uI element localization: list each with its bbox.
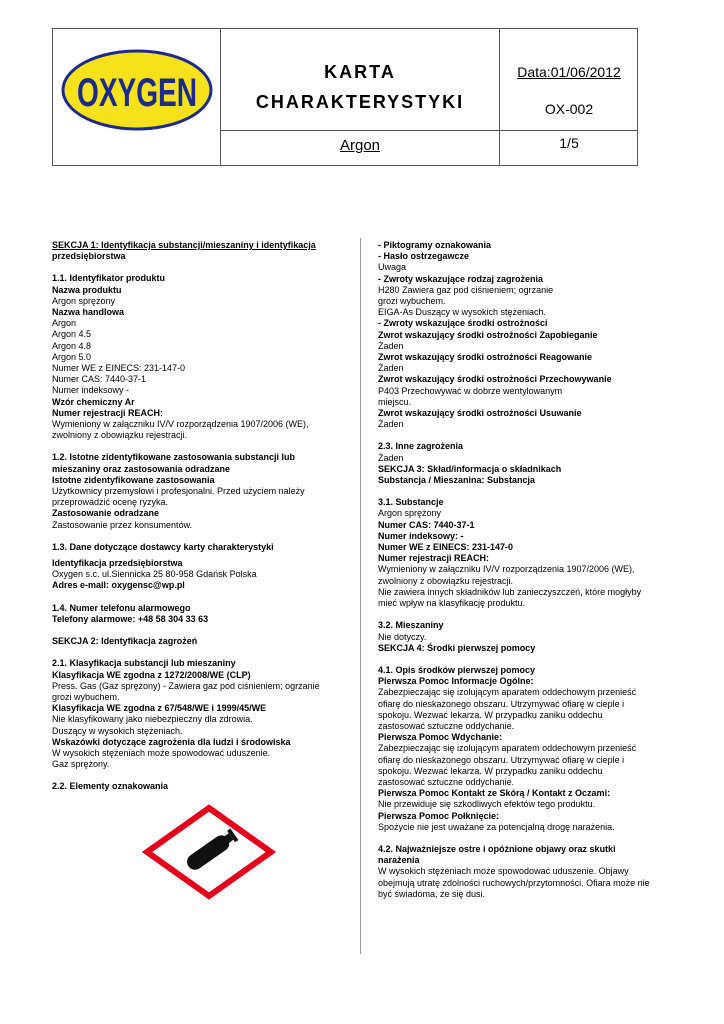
text-line: Nie przewiduje się szkodliwych efektów tego produktu. <box>378 799 596 810</box>
section-heading: Nazwa produktu <box>52 284 122 295</box>
header-divider <box>220 130 637 131</box>
text-line: Argon 4.5 <box>52 329 92 340</box>
section-heading: mieszaniny oraz zastosowania odradzane <box>52 463 231 474</box>
section-heading: Numer rejestracji REACH: <box>378 553 490 564</box>
section-heading: 1.1. Identyfikator produktu <box>52 273 166 284</box>
section-heading: Wzór chemiczny Ar <box>52 396 135 407</box>
section-heading: 3.2. Mieszaniny <box>378 620 444 631</box>
section-heading: Identyfikacja przedsiębiorstwa <box>52 558 183 569</box>
text-line: Uwaga <box>378 262 407 273</box>
text-line: ofiarę do nieskażonego obszaru. Utrzymywać ofiarę w cieple i <box>378 754 625 765</box>
text-line: Żaden <box>378 363 404 374</box>
section-heading: Numer CAS: 7440-37-1 <box>378 519 475 530</box>
spacer <box>378 833 678 844</box>
text-line: Numer CAS: 7440-37-1 <box>52 374 147 385</box>
text-line: spokoju. Wezwać lekarza. W przypadku zaniku oddechu <box>378 765 603 776</box>
text-line: Żaden <box>378 419 404 430</box>
section-heading: przedsiębiorstwa <box>52 251 126 262</box>
text-line: Nie klasyfikowany jako niebezpieczny dla zdrowia. <box>52 714 253 725</box>
product-name: Argon <box>339 137 381 154</box>
text-line: przeprowadzić ocenę ryzyka. <box>52 497 169 508</box>
section-heading: Klasyfikacja WE zgodna z 1272/2008/WE (CLP) <box>52 669 251 680</box>
text-line: mieć wpływ na klasyfikację produktu. <box>378 598 526 609</box>
column-divider <box>360 238 361 954</box>
text-line: Press. Gas (Gaz sprężony) - Zawiera gaz pod ciśnieniem; ogrzanie <box>52 680 320 691</box>
text-line: Gaz sprężony. <box>52 759 110 770</box>
oxygen-logo <box>61 49 213 131</box>
section-heading: Numer rejestracji REACH: <box>52 407 164 418</box>
spacer <box>378 609 678 620</box>
section-heading: narażenia <box>378 855 420 866</box>
text-line: Duszący w wysokich stężeniach. <box>52 725 183 736</box>
text-line: Argon 4.8 <box>52 340 92 351</box>
section-heading: Pierwsza Pomoc Kontakt ze Skórą / Kontakt z Oczami: <box>378 788 611 799</box>
left-column <box>52 240 344 902</box>
section-heading: Numer indeksowy: - <box>378 530 464 541</box>
spacer <box>52 625 344 636</box>
text-line: Argon sprężony <box>52 295 116 306</box>
section-heading: - Zwroty wskazujące rodzaj zagrożenia <box>378 273 544 284</box>
text-line: zwolniony z obowiązku rejestracji. <box>52 430 188 441</box>
logo-text: OXYGEN <box>77 71 197 115</box>
section-heading: 2.3. Inne zagrożenia <box>378 441 464 452</box>
text-line: Numer WE z EINECS: 231-147-0 <box>52 363 186 374</box>
section-heading: Pierwsza Pomoc Informacje Ogólne: <box>378 676 534 687</box>
section-heading: 1.4. Numer telefonu alarmowego <box>52 602 191 613</box>
section-heading: SEKCJA 2: Identyfikacja zagrożeń <box>52 636 198 647</box>
title-line-1: KARTA <box>324 62 396 82</box>
spacer <box>52 531 344 542</box>
document-date: Data:01/06/2012 <box>517 64 621 80</box>
section-heading: Istotne zidentyfikowane zastosowania <box>52 474 215 485</box>
text-line: Argon sprężony <box>378 508 442 519</box>
section-heading: Telefony alarmowe: +48 58 304 33 63 <box>52 613 209 624</box>
document-header <box>52 28 638 166</box>
text-line: Argon <box>52 318 77 329</box>
section-heading: 2.1. Klasyfikacja substancji lub mieszaniny <box>52 658 236 669</box>
text-line: Zabezpieczając się izolującym aparatem oddechowym przenieść <box>378 743 637 754</box>
text-line: Nie zawiera innych składników lub zanieczyszczeń, które mogłyby <box>378 586 642 597</box>
document-code: OX-002 <box>544 101 594 117</box>
text-line: Oxygen s.c. ul.Siennicka 25 80-958 Gdańsk Polska <box>52 569 257 580</box>
section-heading: 4.1. Opis środków pierwszej pomocy <box>378 664 536 675</box>
text-line: zastosować sztuczne oddychanie. <box>378 720 515 731</box>
text-line: ofiarę do nieskażonego obszaru. Utrzymywać ofiarę w cieple i <box>378 698 625 709</box>
text-line: Spożycie nie jest uważane za potencjalną drogę narażenia. <box>378 821 615 832</box>
text-line: Zastosowanie przez konsumentów. <box>52 519 193 530</box>
text-line: Zabezpieczając się izolującym aparatem oddechowym przenieść <box>378 687 637 698</box>
text-line: Nie dotyczy. <box>378 631 427 642</box>
text-line: EIGA-As Duszący w wysokich stężeniach. <box>378 307 547 318</box>
section-heading: Zastosowanie odradzane <box>52 508 160 519</box>
text-line: miejscu. <box>378 396 412 407</box>
text-line: grozi wybuchem. <box>52 691 120 702</box>
section-heading: Wskazówki dotyczące zagrożenia dla ludzi i środowiska <box>52 736 291 747</box>
section-heading: Numer WE z EINECS: 231-147-0 <box>378 542 514 553</box>
text-line: obejmują utratę zdolności ruchowych/przytomności. Ofiara może nie <box>378 877 650 888</box>
text-line: Wymieniony w załączniku IV/V rozporządzenia 1907/2006 (WE), <box>52 419 309 430</box>
section-heading: 1.3. Dane dotyczące dostawcy karty charakterystyki <box>52 541 274 552</box>
section-heading: Pierwsza Pomoc Wdychanie: <box>378 732 503 743</box>
spacer <box>52 262 344 273</box>
text-line: Żaden <box>378 340 404 351</box>
section-heading: - Hasło ostrzegawcze <box>378 251 470 262</box>
text-line: Użytkownicy przemysłowi i profesjonalni. Przed użyciem należy <box>52 486 305 497</box>
text-line: grozi wybuchem. <box>378 296 446 307</box>
section-heading: SEKCJA 4: Środki pierwszej pomocy <box>378 642 536 653</box>
section-heading: 4.2. Najważniejsze ostre i opóźnione objawy oraz skutki <box>378 843 616 854</box>
text-line: spokoju. Wezwać lekarza. W przypadku zaniku oddechu <box>378 709 603 720</box>
section-heading: SEKCJA 3: Skład/informacja o składnikach <box>378 463 562 474</box>
section-heading: 2.2. Elementy oznakowania <box>52 781 169 792</box>
section-heading: Zwrot wskazujący środki ostrożności Usuwanie <box>378 408 582 419</box>
text-line: być świadoma, że się dusi. <box>378 888 486 899</box>
section-heading: Nazwa handlowa <box>52 307 125 318</box>
spacer <box>52 592 344 603</box>
section-heading: Zwrot wskazujący środki ostrożności Reagowanie <box>378 352 593 363</box>
spacer <box>52 441 344 452</box>
spacer <box>378 654 678 665</box>
page-number: 1/5 <box>559 135 579 151</box>
section-heading: Zwrot wskazujący środki ostrożności Zapobieganie <box>378 329 598 340</box>
section-heading: Substancja / Mieszanina: Substancja <box>378 475 536 486</box>
text-line: W wysokich stężeniach może spowodować uduszenie. Objawy <box>378 866 629 877</box>
spacer <box>378 430 678 441</box>
section-heading: Pierwsza Pomoc Połknięcie: <box>378 810 500 821</box>
text-line: zastosować sztuczne oddychanie. <box>378 776 515 787</box>
text-line: Numer indeksowy - <box>52 385 130 396</box>
spacer <box>52 770 344 781</box>
text-line: H280 Zawiera gaz pod ciśnieniem; ogrzanie <box>378 284 554 295</box>
title-line-2: CHARAKTERYSTYKI <box>255 92 465 112</box>
right-column <box>378 240 678 900</box>
section-heading: 1.2. Istotne zidentyfikowane zastosowania substancji lub <box>52 452 296 463</box>
section-heading: SEKCJA 1: Identyfikacja substancji/mieszaniny i identyfikacja <box>52 240 316 250</box>
text-line: Żaden <box>378 452 404 463</box>
text-line: P403 Przechowywać w dobrze wentylowanym <box>378 385 563 396</box>
gas-cylinder-pictogram-icon <box>144 805 274 899</box>
section-heading: - Piktogramy oznakowania <box>378 240 492 250</box>
text-line: Argon 5.0 <box>52 351 92 362</box>
section-heading: 3.1. Substancje <box>378 497 444 508</box>
document-title <box>221 57 499 117</box>
spacer <box>52 647 344 658</box>
text-line: W wysokich stężeniach może spowodować uduszenie. <box>52 747 271 758</box>
text-line: Wymieniony w załączniku IV/V rozporządzenia 1907/2006 (WE), <box>378 564 635 575</box>
section-heading: Adres e-mail: oxygensc@wp.pl <box>52 580 185 591</box>
text-line: zwolniony z obowiązku rejestracji. <box>378 575 514 586</box>
section-heading: Klasyfikacja WE zgodna z 67/548/WE i 1999/45/WE <box>52 703 267 714</box>
section-heading: - Zwroty wskazujące środki ostrożności <box>378 318 548 329</box>
section-heading: Zwrot wskazujący środki ostrożności Przechowywanie <box>378 374 612 385</box>
spacer <box>378 486 678 497</box>
